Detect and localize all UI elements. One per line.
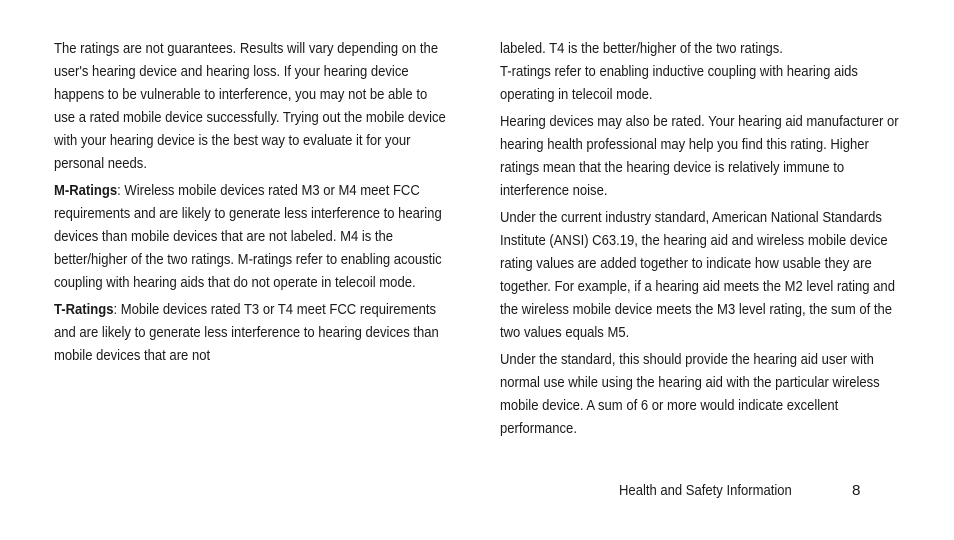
m-ratings-text: : Wireless mobile devices rated M3 or M4 meet FCC requirements and are likely to generate less interference to hearing devices than mobile devices that are not labeled. M4 is the better/higher of the two ratings. M-ratings refer to enabling acoustic coupling with hearing aids that do not operate in telecoil mode.: [54, 182, 442, 291]
page-number: 8: [852, 482, 861, 499]
t-ratings-text: : Mobile devices rated T3 or T4 meet FCC requirements and are likely to generate less interference to hearing devices than mobile devices that are not: [54, 301, 439, 364]
t-ratings-continued-paragraph: [500, 37, 899, 106]
t-ratings-term: T-Ratings: [54, 301, 114, 318]
standard-performance-paragraph: Under the standard, this should provide the hearing aid user with normal use while using the hearing aid with the particular wireless mobile device. A sum of 6 or more would indicate excellent performance.: [500, 351, 880, 437]
t-ratings-continued-line: labeled. T4 is the better/higher of the two ratings.: [500, 40, 783, 57]
right-column: [500, 37, 900, 444]
left-column: [54, 37, 452, 371]
hearing-devices-rated-paragraph: Hearing devices may also be rated. Your hearing aid manufacturer or hearing health professional may help you find this rating. Higher ratings mean that the hearing device is relatively immune to interference noise.: [500, 113, 899, 199]
m-ratings-term: M-Ratings: [54, 182, 118, 199]
ratings-disclaimer-paragraph: The ratings are not guarantees. Results will vary depending on the user's hearing device and hearing loss. If your hearing device happens to be vulnerable to interference, you may not be able to use a rated mobile device successfully. Trying out the mobile device with your hearing device is the best way to evaluate it for your personal needs.: [54, 40, 446, 172]
m-ratings-paragraph: [54, 179, 451, 294]
footer-section-title: Health and Safety Information: [619, 482, 792, 499]
t-ratings-coupling-text: T-ratings refer to enabling inductive coupling with hearing aids operating in telecoil mode.: [500, 63, 858, 103]
ansi-standard-paragraph: Under the current industry standard, American National Standards Institute (ANSI) C63.19, the hearing aid and wireless mobile device rating values are added together to indicate how usable they are together. For example, if a hearing aid meets the M2 level rating and the wireless mobile device meets the M3 level rating, the sum of the two values equals M5.: [500, 209, 895, 341]
t-ratings-paragraph: [54, 298, 451, 367]
